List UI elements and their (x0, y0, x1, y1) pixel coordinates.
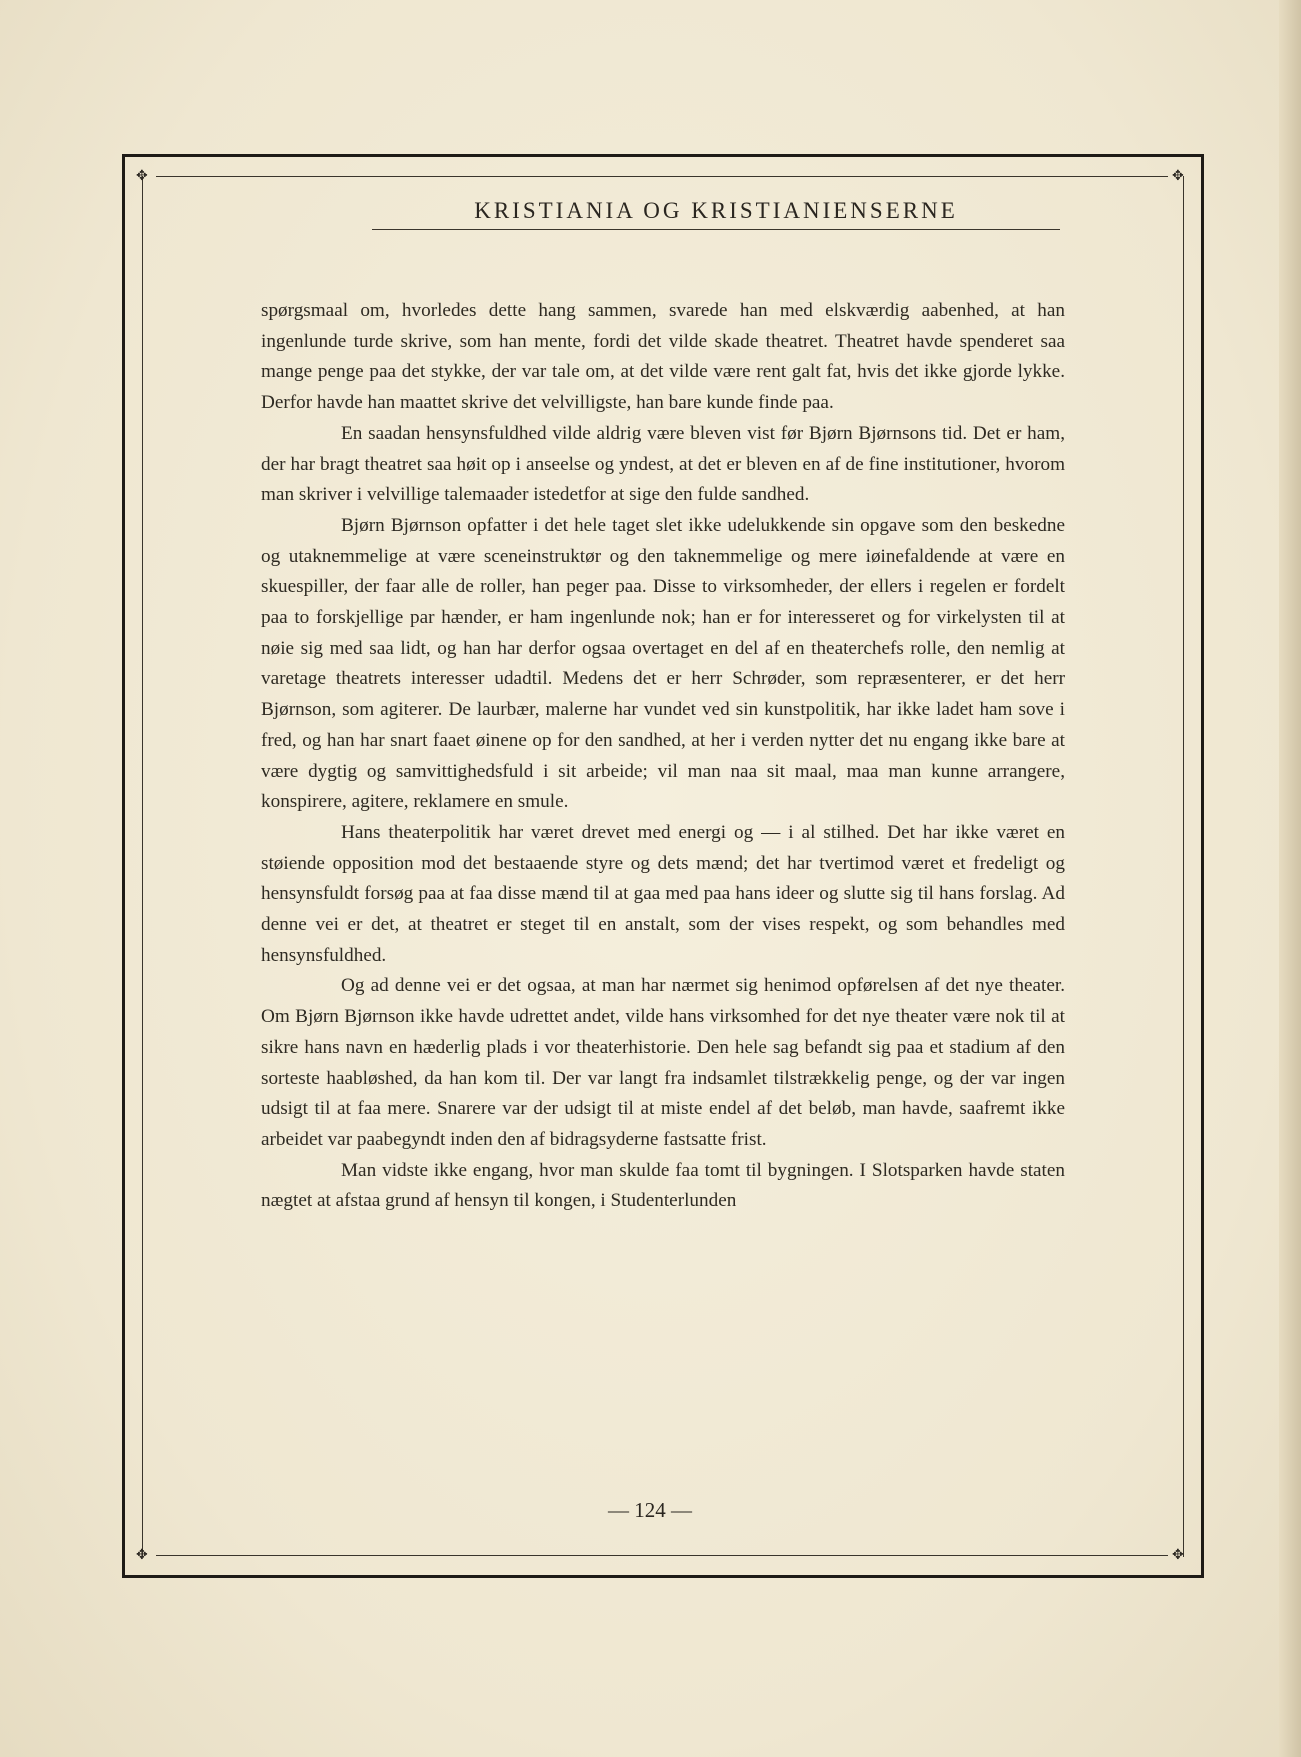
running-header: KRISTIANIA OG KRISTIANIENSERNE (474, 198, 958, 223)
bottom-decorative-rule (156, 1555, 1168, 1556)
ornament-top-right-icon: ✥ (1172, 168, 1184, 184)
page-spine-shadow (1279, 0, 1301, 1757)
paragraph: Bjørn Bjørnson opfatter i det hele taget slet ikke udelukkende sin opgave som den beskedne og utaknemmelige at være sceneinstruktør og den taknemmelige og mere iøinefaldende at være en skuespiller, der faar alle de roller, han peger paa. Disse to virksomheder, der ellers i regelen er fordelt paa to forskjellige par hænder, er ham ingenlunde nok; han er for interesseret og for virkelysten til at nøie sig med saa lidt, og han har derfor ogsaa overtaget en del af en theaterchefs rolle, den nemlig at varetage theatrets interesser udadtil. Medens det er herr Schrøder, som repræsenterer, er det herr Bjørnson, som agiterer. De laurbær, malerne har vundet ved sin kunstpolitik, har ikke ladet ham sove i fred, og han har snart faaet øinene op for den sandhed, at her i verden nytter det nu engang ikke bare at være dygtig og samvittighedsfuld i sit arbeide; vil man naa sit maal, maa man kunne arrangere, konspirere, agitere, reklamere en smule. (261, 514, 1065, 813)
ornament-bottom-left-icon: ✥ (136, 1547, 148, 1563)
ornament-top-left-icon: ✥ (136, 168, 148, 184)
paragraph: En saadan hensynsfuldhed vilde aldrig være bleven vist før Bjørn Bjørnsons tid. Det er ham, der har bragt theatret saa høit op i anseelse og yndest, at det er bleven en af de fine institutioner, hvorom man skriver i velvillige talemaader istedetfor at sige den fulde sandhed. (261, 422, 1065, 506)
paragraph: Man vidste ikke engang, hvor man skulde faa tomt til bygningen. I Slotsparken havde staten nægtet at afstaa grund af hensyn til kongen, i Studenterlunden (261, 1159, 1065, 1212)
header-underline (372, 229, 1060, 230)
paragraph: Hans theaterpolitik har været drevet med energi og — i al stilhed. Det har ikke været en støiende opposition mod det bestaaende styre og dets mænd; det har tvertimod været et fredeligt og hensynsfuldt forsøg paa at faa disse mænd til at gaa med paa hans ideer og slutte sig til hans forslag. Ad denne vei er det, at theatret er steget til en anstalt, som der vises respekt, og som behandles med hensynsfuldhed. (261, 821, 1065, 966)
ornament-bottom-right-icon: ✥ (1172, 1547, 1184, 1563)
top-decorative-rule (156, 176, 1168, 177)
paragraph: Og ad denne vei er det ogsaa, at man har nærmet sig henimod opførelsen af det nye theater. Om Bjørn Bjørnson ikke havde udrettet andet, vilde hans virksomhed for det nye theater være nok til at sikre hans navn en hæderlig plads i vor theaterhistorie. Den hele sag befandt sig paa et stadium af den sorteste haabløshed, da han kom til. Der var langt fra indsamlet tilstrækkelig penge, og der var ingen udsigt til at faa mere. Snarere var der udsigt til at miste endel af det beløb, man havde, saafremt ikke arbeidet var paabegyndt inden den af bidragsyderne fastsatte frist. (261, 975, 1065, 1150)
page-number: — 124 — (608, 1498, 692, 1522)
paragraph: spørgsmaal om, hvorledes dette hang sammen, svarede han med elskværdig aabenhed, at han ingenlunde turde skrive, som han mente, fordi det vilde skade theatret. Theatret havde spenderet saa mange penge paa det stykke, der var tale om, at det vilde være rent galt fat, hvis det ikke gjorde lykke. Derfor havde han maattet skrive det velvilligste, han bare kunde finde paa. (261, 300, 1065, 414)
body-text (261, 296, 1065, 1217)
